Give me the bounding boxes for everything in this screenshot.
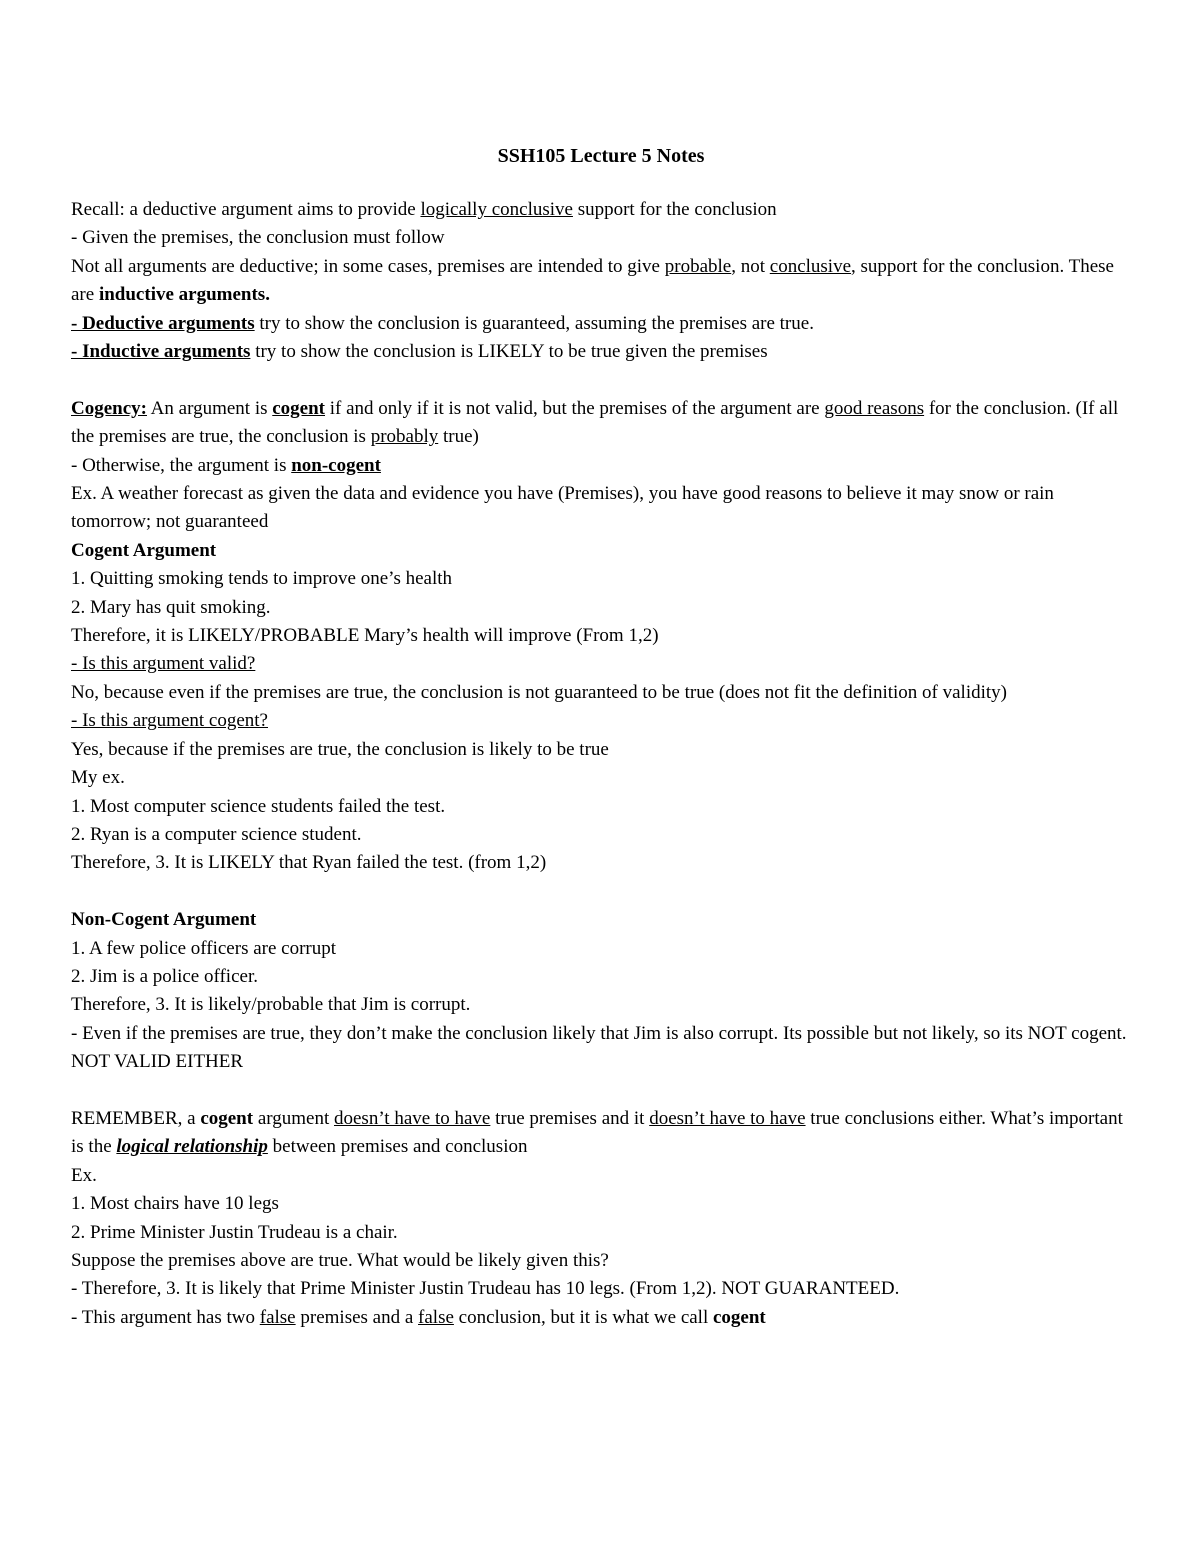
text: conclusion, but it is what we call [453, 1306, 713, 1328]
page-title: SSH105 Lecture 5 Notes [497, 145, 705, 167]
text: true) [438, 426, 479, 448]
text: Not all arguments are deductive; in some cases, premises are intended to give [71, 255, 665, 277]
text: premises and a [295, 1306, 419, 1328]
blank-line [71, 878, 1131, 906]
answer-paragraph: No, because even if the premises are true, the conclusion is not guaranteed to be true (does not fit the definition of validity) [71, 681, 1007, 703]
text: - This argument has two [71, 1306, 260, 1328]
premise-line: 2. Ryan is a computer science student. [71, 823, 362, 845]
premise-line: 1. Most computer science students failed the test. [71, 795, 446, 817]
conclusion-line: Therefore, 3. It is LIKELY that Ryan failed the test. (from 1,2) [71, 852, 547, 874]
bold-text: cogent [713, 1306, 766, 1328]
non-cogent-argument-heading: Non-Cogent Argument [71, 909, 257, 931]
conclusion-line: Therefore, it is LIKELY/PROBABLE Mary’s health will improve (From 1,2) [71, 625, 659, 647]
underlined-text: probable [664, 255, 732, 277]
example-label: My ex. [71, 767, 125, 789]
bold-italic-underlined-text: logical relationship [116, 1136, 268, 1158]
closing-line [71, 1304, 1131, 1332]
cogent-argument-heading: Cogent Argument [71, 539, 217, 561]
bold-underlined-text: cogent [272, 397, 326, 419]
text: An argument is [146, 397, 273, 419]
underlined-text: logically conclusive [420, 199, 573, 220]
remember-paragraph [71, 1105, 1131, 1162]
underlined-text: good reasons [824, 397, 925, 419]
deductive-arguments-line [71, 310, 1131, 338]
text: between premises and conclusion [267, 1136, 528, 1158]
bold-text: cogent [200, 1107, 254, 1129]
bold-underlined-text: - Inductive arguments [71, 341, 251, 363]
example-label: Ex. [71, 1164, 97, 1186]
blank-line [71, 366, 1131, 394]
bold-underlined-text: Cogency: [71, 397, 147, 419]
inductive-intro-paragraph [71, 253, 1131, 310]
answer-line: Yes, because if the premises are true, the conclusion is likely to be true [71, 738, 609, 760]
question-line: - Is this argument valid? [71, 653, 256, 675]
premise-line: 1. A few police officers are corrupt [71, 937, 337, 959]
underlined-text: probably [370, 426, 439, 448]
premise-line: 1. Most chairs have 10 legs [71, 1193, 279, 1215]
underlined-text: false [418, 1306, 454, 1328]
text: , support for the conclusion. These are [71, 255, 1114, 306]
recall-paragraph [71, 196, 1131, 224]
weather-example-paragraph: Ex. A weather forecast as given the data and evidence you have (Premises), you have good reasons to believe it may snow or rain tomorrow; not guaranteed [71, 483, 1054, 533]
given-premises-line: - Given the premises, the conclusion must follow [71, 227, 445, 249]
question-line: Suppose the premises above are true. What would be likely given this? [71, 1249, 609, 1271]
premise-line: 2. Jim is a police officer. [71, 965, 258, 987]
bold-underlined-text: - Deductive arguments [71, 312, 255, 334]
underlined-text: doesn’t have to have [649, 1107, 806, 1129]
text: try to show the conclusion is LIKELY to be true given the premises [250, 341, 768, 363]
text: Recall: a deductive argument aims to provide [71, 199, 421, 220]
text: true conclusions either. What’s important is the [71, 1107, 1123, 1158]
underlined-text: false [259, 1306, 296, 1328]
text: REMEMBER, a [71, 1107, 201, 1129]
non-cogent-line [71, 452, 1131, 480]
inductive-arguments-line [71, 338, 1131, 366]
premise-line: 2. Prime Minister Justin Trudeau is a chair. [71, 1221, 398, 1243]
cogency-definition-paragraph [71, 395, 1131, 452]
text: try to show the conclusion is guaranteed, assuming the premises are true. [254, 312, 814, 334]
text: for the conclusion. (If all the premises are true, the conclusion is [71, 397, 1119, 448]
text: support for the conclusion [572, 199, 777, 220]
text: - Otherwise, the argument is [71, 454, 292, 476]
conclusion-line: - Therefore, 3. It is likely that Prime Minister Justin Trudeau has 10 legs. (From 1,2). NOT GUARANTEED. [71, 1278, 900, 1300]
blank-line [71, 1077, 1131, 1105]
underlined-text: conclusive [769, 255, 852, 277]
premise-line: 1. Quitting smoking tends to improve one’s health [71, 568, 453, 590]
text: argument [253, 1107, 334, 1129]
underlined-text: doesn’t have to have [334, 1107, 491, 1129]
premise-line: 2. Mary has quit smoking. [71, 596, 271, 618]
question-line: - Is this argument cogent? [71, 710, 268, 732]
explanation-paragraph: - Even if the premises are true, they don’t make the conclusion likely that Jim is also corrupt. Its possible but not likely, so its NOT cogent. NOT VALID EITHER [71, 1022, 1127, 1073]
text: , not [731, 255, 770, 277]
text: if and only if it is not valid, but the premises of the argument are [325, 397, 825, 419]
conclusion-line: Therefore, 3. It is likely/probable that Jim is corrupt. [71, 994, 471, 1016]
document-page [71, 140, 1131, 1332]
text: true premises and it [490, 1107, 650, 1129]
bold-text: inductive arguments. [98, 284, 270, 306]
bold-underlined-text: non-cogent [291, 454, 381, 476]
